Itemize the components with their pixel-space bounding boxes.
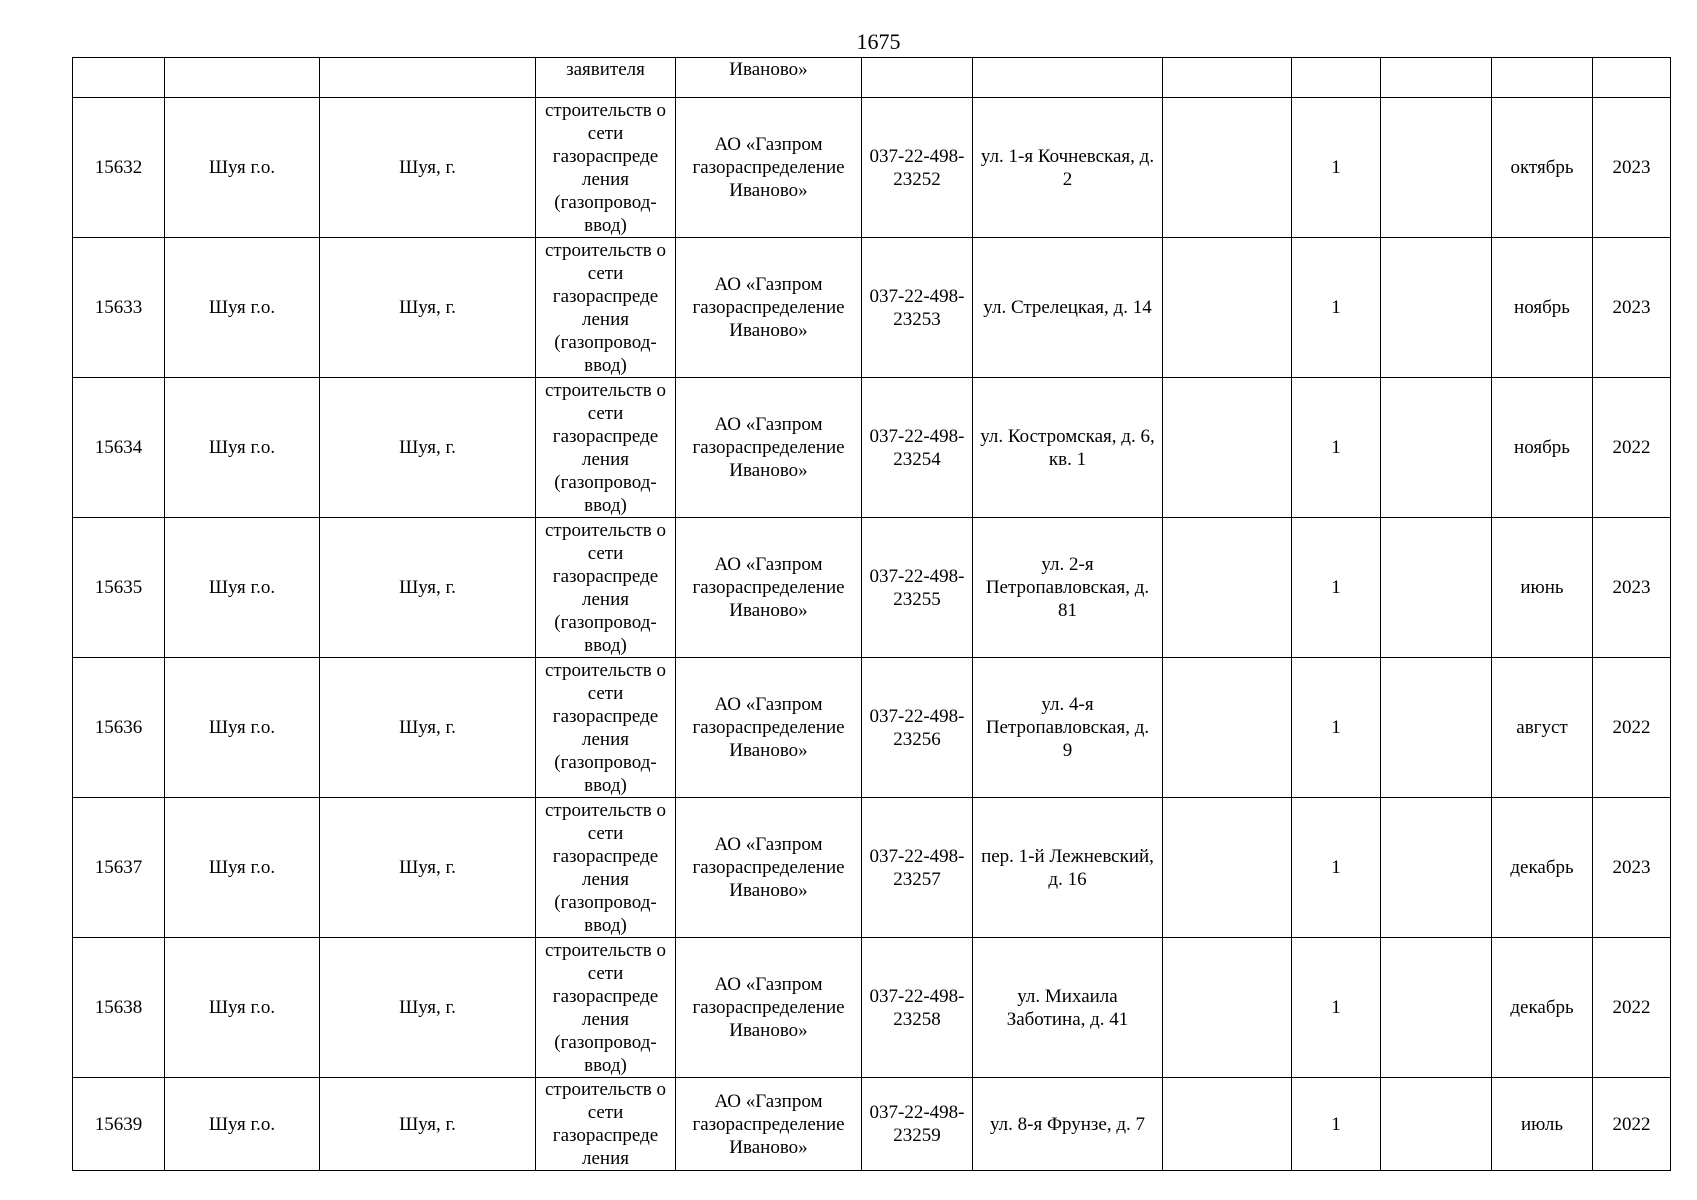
table-row bbox=[73, 1078, 1671, 1171]
organization: АО «Газпром газораспределение Иваново» bbox=[676, 238, 862, 378]
record-id: 15636 bbox=[73, 658, 165, 798]
table-row bbox=[73, 938, 1671, 1078]
organization: АО «Газпром газораспределение Иваново» bbox=[676, 1078, 862, 1171]
cell-empty bbox=[1381, 238, 1492, 378]
month: ноябрь bbox=[1492, 378, 1593, 518]
registry-code: 037-22-498-23252 bbox=[862, 98, 973, 238]
purpose: строительств о сети газораспреде ления (газопровод-ввод) bbox=[536, 378, 676, 518]
cell-empty bbox=[1381, 378, 1492, 518]
page-number: 1675 bbox=[856, 29, 901, 54]
locality: Шуя, г. bbox=[320, 238, 536, 378]
year: 2022 bbox=[1593, 378, 1671, 518]
record-id: 15639 bbox=[73, 1078, 165, 1171]
purpose: строительств о сети газораспреде ления (газопровод-ввод) bbox=[536, 98, 676, 238]
year: 2023 bbox=[1593, 518, 1671, 658]
cell-empty bbox=[1163, 518, 1292, 658]
quantity: 1 bbox=[1292, 238, 1381, 378]
registry-code: 037-22-498-23257 bbox=[862, 798, 973, 938]
district: Шуя г.о. bbox=[165, 518, 320, 658]
cell-empty bbox=[1593, 58, 1671, 98]
purpose: строительств о сети газораспреде ления (газопровод-ввод) bbox=[536, 238, 676, 378]
cell-empty bbox=[1381, 798, 1492, 938]
locality: Шуя, г. bbox=[320, 658, 536, 798]
organization: АО «Газпром газораспределение Иваново» bbox=[676, 518, 862, 658]
organization: АО «Газпром газораспределение Иваново» bbox=[676, 378, 862, 518]
registry-code: 037-22-498-23253 bbox=[862, 238, 973, 378]
cell-empty bbox=[862, 58, 973, 98]
year: 2023 bbox=[1593, 98, 1671, 238]
cell-empty bbox=[1163, 658, 1292, 798]
year: 2022 bbox=[1593, 1078, 1671, 1171]
table-row bbox=[73, 518, 1671, 658]
cell-empty bbox=[1492, 58, 1593, 98]
year: 2022 bbox=[1593, 938, 1671, 1078]
cell-empty bbox=[1381, 938, 1492, 1078]
month: декабрь bbox=[1492, 938, 1593, 1078]
record-id: 15632 bbox=[73, 98, 165, 238]
locality: Шуя, г. bbox=[320, 798, 536, 938]
cell-empty bbox=[1163, 98, 1292, 238]
record-id: 15634 bbox=[73, 378, 165, 518]
cell-empty bbox=[973, 58, 1163, 98]
year: 2023 bbox=[1593, 798, 1671, 938]
quantity: 1 bbox=[1292, 1078, 1381, 1171]
cell-empty bbox=[320, 58, 536, 98]
organization: АО «Газпром газораспределение Иваново» bbox=[676, 98, 862, 238]
cell-empty bbox=[1163, 938, 1292, 1078]
address: ул. Михаила Заботина, д. 41 bbox=[973, 938, 1163, 1078]
month: декабрь bbox=[1492, 798, 1593, 938]
organization: АО «Газпром газораспределение Иваново» bbox=[676, 938, 862, 1078]
registry-table bbox=[72, 57, 1671, 1171]
table-row bbox=[73, 98, 1671, 238]
continuation-row bbox=[73, 58, 1671, 98]
year: 2023 bbox=[1593, 238, 1671, 378]
cell-empty bbox=[1163, 1078, 1292, 1171]
cell-empty bbox=[1381, 58, 1492, 98]
purpose: строительств о сети газораспреде ления bbox=[536, 1078, 676, 1171]
cell-empty bbox=[73, 58, 165, 98]
cell-empty bbox=[1163, 798, 1292, 938]
district: Шуя г.о. bbox=[165, 938, 320, 1078]
cell-empty bbox=[165, 58, 320, 98]
registry-code: 037-22-498-23258 bbox=[862, 938, 973, 1078]
address: ул. 2-я Петропавловская, д. 81 bbox=[973, 518, 1163, 658]
district: Шуя г.о. bbox=[165, 378, 320, 518]
table-row bbox=[73, 378, 1671, 518]
record-id: 15633 bbox=[73, 238, 165, 378]
quantity: 1 bbox=[1292, 98, 1381, 238]
cell-empty bbox=[1163, 378, 1292, 518]
month: август bbox=[1492, 658, 1593, 798]
address: ул. 1-я Кочневская, д. 2 bbox=[973, 98, 1163, 238]
quantity: 1 bbox=[1292, 658, 1381, 798]
address: пер. 1-й Лежневский, д. 16 bbox=[973, 798, 1163, 938]
cell-empty bbox=[1381, 1078, 1492, 1171]
purpose: строительств о сети газораспреде ления (газопровод-ввод) bbox=[536, 938, 676, 1078]
month: ноябрь bbox=[1492, 238, 1593, 378]
locality: Шуя, г. bbox=[320, 98, 536, 238]
record-id: 15635 bbox=[73, 518, 165, 658]
district: Шуя г.о. bbox=[165, 658, 320, 798]
cell-empty bbox=[1381, 658, 1492, 798]
table-row bbox=[73, 658, 1671, 798]
month: июнь bbox=[1492, 518, 1593, 658]
locality: Шуя, г. bbox=[320, 938, 536, 1078]
registry-code: 037-22-498-23255 bbox=[862, 518, 973, 658]
cell-empty bbox=[1292, 58, 1381, 98]
record-id: 15637 bbox=[73, 798, 165, 938]
month: октябрь bbox=[1492, 98, 1593, 238]
cell-empty bbox=[1381, 98, 1492, 238]
registry-code: 037-22-498-23256 bbox=[862, 658, 973, 798]
registry-code: 037-22-498-23254 bbox=[862, 378, 973, 518]
locality: Шуя, г. bbox=[320, 378, 536, 518]
cell-empty bbox=[1163, 58, 1292, 98]
purpose: строительств о сети газораспреде ления (газопровод-ввод) bbox=[536, 658, 676, 798]
locality: Шуя, г. bbox=[320, 1078, 536, 1171]
quantity: 1 bbox=[1292, 938, 1381, 1078]
district: Шуя г.о. bbox=[165, 238, 320, 378]
address: ул. 4-я Петропавловская, д. 9 bbox=[973, 658, 1163, 798]
table-row bbox=[73, 798, 1671, 938]
address: ул. 8-я Фрунзе, д. 7 bbox=[973, 1078, 1163, 1171]
address: ул. Костромская, д. 6, кв. 1 bbox=[973, 378, 1163, 518]
district: Шуя г.о. bbox=[165, 798, 320, 938]
year: 2022 bbox=[1593, 658, 1671, 798]
month: июль bbox=[1492, 1078, 1593, 1171]
purpose: строительств о сети газораспреде ления (газопровод-ввод) bbox=[536, 798, 676, 938]
organization: АО «Газпром газораспределение Иваново» bbox=[676, 798, 862, 938]
locality: Шуя, г. bbox=[320, 518, 536, 658]
record-id: 15638 bbox=[73, 938, 165, 1078]
quantity: 1 bbox=[1292, 798, 1381, 938]
organization: АО «Газпром газораспределение Иваново» bbox=[676, 658, 862, 798]
purpose: строительств о сети газораспреде ления (газопровод-ввод) bbox=[536, 518, 676, 658]
org-tail: Иваново» bbox=[676, 58, 862, 98]
purpose-tail: заявителя bbox=[536, 58, 676, 98]
quantity: 1 bbox=[1292, 518, 1381, 658]
table-row bbox=[73, 238, 1671, 378]
cell-empty bbox=[1381, 518, 1492, 658]
address: ул. Стрелецкая, д. 14 bbox=[973, 238, 1163, 378]
district: Шуя г.о. bbox=[165, 98, 320, 238]
district: Шуя г.о. bbox=[165, 1078, 320, 1171]
registry-code: 037-22-498-23259 bbox=[862, 1078, 973, 1171]
cell-empty bbox=[1163, 238, 1292, 378]
quantity: 1 bbox=[1292, 378, 1381, 518]
